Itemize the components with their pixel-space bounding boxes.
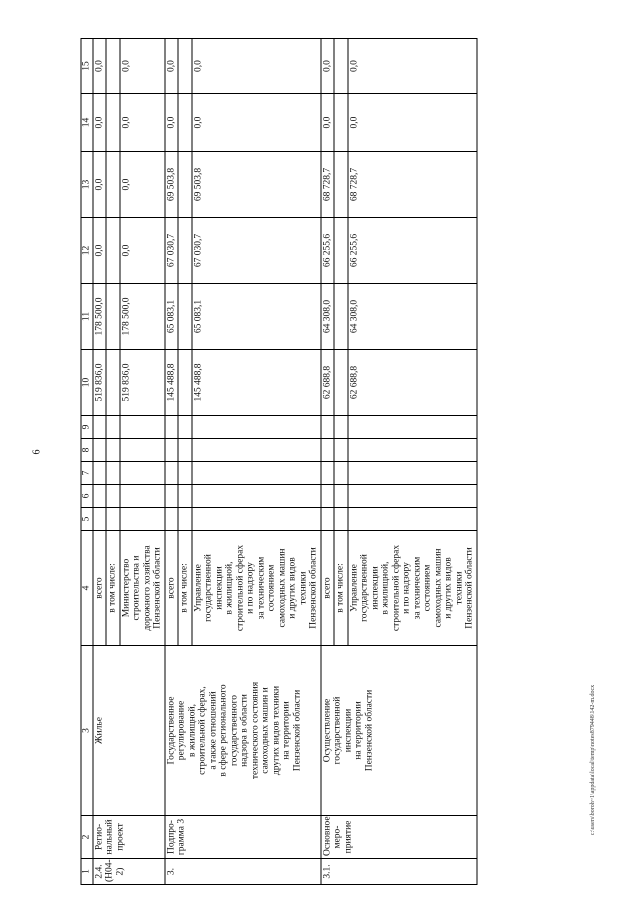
cell-empty — [178, 462, 192, 485]
cell-empty — [192, 485, 321, 508]
column-header-8: 8 — [81, 439, 93, 462]
cell-c13: 68 728,7 — [321, 152, 335, 218]
cell-empty — [106, 485, 120, 508]
table-row — [93, 39, 107, 885]
cell-c11: 65 083,1 — [165, 284, 179, 350]
cell-c12: 66 255,6 — [348, 218, 477, 284]
cell-c11: 64 308,0 — [321, 284, 335, 350]
cell-c12: 0,0 — [93, 218, 107, 284]
cell-empty — [106, 462, 120, 485]
cell-c12: 67 030,7 — [192, 218, 321, 284]
cell-c15 — [106, 39, 120, 94]
cell-empty — [178, 416, 192, 439]
cell-c14: 0,0 — [321, 94, 335, 152]
column-header-14: 14 — [81, 94, 93, 152]
cell-c13: 68 728,7 — [348, 152, 477, 218]
column-header-3: 3 — [81, 646, 93, 816]
cell-empty — [321, 416, 335, 439]
cell-c4: в том числе: — [106, 531, 120, 646]
cell-empty — [120, 439, 165, 462]
cell-empty — [106, 439, 120, 462]
cell-c4: всего — [321, 531, 335, 646]
cell-c11: 64 308,0 — [348, 284, 477, 350]
cell-empty — [192, 462, 321, 485]
cell-c11 — [334, 284, 348, 350]
cell-empty — [192, 508, 321, 531]
cell-c10: 62 688,8 — [321, 350, 335, 416]
cell-c14: 0,0 — [120, 94, 165, 152]
cell-c1: 3.1. — [321, 859, 477, 885]
cell-empty — [93, 485, 107, 508]
cell-c15 — [334, 39, 348, 94]
cell-c13 — [178, 152, 192, 218]
cell-empty — [321, 508, 335, 531]
budget-table — [81, 38, 478, 885]
cell-c14 — [178, 94, 192, 152]
cell-c10: 145 488,8 — [165, 350, 179, 416]
table-row — [321, 39, 335, 885]
cell-empty — [348, 508, 477, 531]
column-header-1: 1 — [81, 859, 93, 885]
cell-c14: 0,0 — [93, 94, 107, 152]
cell-c12 — [334, 218, 348, 284]
cell-c10: 145 488,8 — [192, 350, 321, 416]
cell-c14: 0,0 — [192, 94, 321, 152]
cell-c10 — [106, 350, 120, 416]
column-header-5: 5 — [81, 508, 93, 531]
cell-empty — [120, 462, 165, 485]
cell-empty — [93, 462, 107, 485]
cell-c10 — [178, 350, 192, 416]
cell-c12: 66 255,6 — [321, 218, 335, 284]
cell-c14: 0,0 — [165, 94, 179, 152]
cell-c15: 0,0 — [120, 39, 165, 94]
cell-c13: 0,0 — [93, 152, 107, 218]
column-header-15: 15 — [81, 39, 93, 94]
cell-c13 — [334, 152, 348, 218]
cell-c12: 0,0 — [120, 218, 165, 284]
column-header-11: 11 — [81, 284, 93, 350]
cell-empty — [165, 462, 179, 485]
cell-c13 — [106, 152, 120, 218]
cell-c10: 62 688,8 — [348, 350, 477, 416]
page-number: 6 — [31, 449, 43, 455]
cell-c14 — [106, 94, 120, 152]
cell-c4: Управление государственной инспекции в жилищной, строительной сферах и по надзору за техническим состоянием самоходных машин и других видов техники Пензенской области — [348, 531, 477, 646]
cell-empty — [348, 485, 477, 508]
cell-c11: 178 500,0 — [120, 284, 165, 350]
cell-c12 — [178, 218, 192, 284]
cell-c15: 0,0 — [93, 39, 107, 94]
cell-empty — [334, 416, 348, 439]
cell-c3: Государственное регулирование в жилищной, строительной сферах, а также отношений в сфере регионального государственного надзора в области технического состояния самоходных машин и других видов техники на территории Пензенской области — [165, 646, 321, 816]
cell-empty — [321, 439, 335, 462]
cell-empty — [106, 416, 120, 439]
column-header-2: 2 — [81, 816, 93, 859]
cell-c13: 69 503,8 — [192, 152, 321, 218]
cell-empty — [165, 508, 179, 531]
column-header-12: 12 — [81, 218, 93, 284]
column-header-9: 9 — [81, 416, 93, 439]
cell-empty — [348, 416, 477, 439]
header-row — [81, 39, 93, 885]
cell-c12 — [106, 218, 120, 284]
cell-c1: 2.4. (Н04-2) — [93, 859, 165, 885]
cell-empty — [178, 439, 192, 462]
cell-c11: 178 500,0 — [93, 284, 107, 350]
cell-c13: 0,0 — [120, 152, 165, 218]
cell-empty — [334, 508, 348, 531]
cell-c1: 3. — [165, 859, 321, 885]
cell-c4: в том числе: — [334, 531, 348, 646]
cell-empty — [334, 485, 348, 508]
cell-c2: Регио- нальный проект — [93, 816, 165, 859]
cell-empty — [178, 485, 192, 508]
cell-empty — [120, 508, 165, 531]
cell-c3: Осуществление государственной инспекции на территории Пензенской области — [321, 646, 477, 816]
cell-c10 — [334, 350, 348, 416]
table-row — [165, 39, 179, 885]
cell-c3: Жилье — [93, 646, 165, 816]
cell-empty — [334, 462, 348, 485]
cell-c12: 67 030,7 — [165, 218, 179, 284]
cell-empty — [165, 485, 179, 508]
cell-c13: 69 503,8 — [165, 152, 179, 218]
cell-c14 — [334, 94, 348, 152]
cell-empty — [93, 439, 107, 462]
cell-c4: всего — [165, 531, 179, 646]
cell-c15: 0,0 — [348, 39, 477, 94]
cell-empty — [321, 485, 335, 508]
cell-empty — [120, 485, 165, 508]
cell-empty — [334, 439, 348, 462]
cell-empty — [348, 462, 477, 485]
cell-empty — [165, 416, 179, 439]
cell-c4: Управление государственной инспекции в жилищной, строительной сферах и по надзору за техническим состоянием самоходных машин и других видов техники Пензенской области — [192, 531, 321, 646]
cell-empty — [106, 508, 120, 531]
cell-c10: 519 836,0 — [120, 350, 165, 416]
cell-c15: 0,0 — [165, 39, 179, 94]
column-header-6: 6 — [81, 485, 93, 508]
cell-c11 — [106, 284, 120, 350]
cell-empty — [93, 416, 107, 439]
cell-c10: 519 836,0 — [93, 350, 107, 416]
cell-c15 — [178, 39, 192, 94]
column-header-4: 4 — [81, 531, 93, 646]
cell-empty — [321, 462, 335, 485]
column-header-7: 7 — [81, 462, 93, 485]
cell-c2: Подпро- грамма 3 — [165, 816, 321, 859]
column-header-13: 13 — [81, 152, 93, 218]
cell-empty — [178, 508, 192, 531]
cell-c4: Министерство строительства и дорожного хозяйства Пензенской области — [120, 531, 165, 646]
cell-empty — [93, 508, 107, 531]
cell-empty — [192, 416, 321, 439]
cell-empty — [348, 439, 477, 462]
cell-c15: 0,0 — [321, 39, 335, 94]
cell-empty — [120, 416, 165, 439]
cell-c4: в том числе: — [178, 531, 192, 646]
cell-c11 — [178, 284, 192, 350]
footer-path: c:\users\boroh~1\appdata\local\temp\notes879448\142-m.docx — [590, 684, 596, 836]
cell-c11: 65 083,1 — [192, 284, 321, 350]
cell-c15: 0,0 — [192, 39, 321, 94]
cell-c2: Основное меро- приятие — [321, 816, 477, 859]
column-header-10: 10 — [81, 350, 93, 416]
cell-empty — [165, 439, 179, 462]
rotated-page — [81, 39, 574, 885]
cell-c4: всего — [93, 531, 107, 646]
cell-c14: 0,0 — [348, 94, 477, 152]
cell-empty — [192, 439, 321, 462]
